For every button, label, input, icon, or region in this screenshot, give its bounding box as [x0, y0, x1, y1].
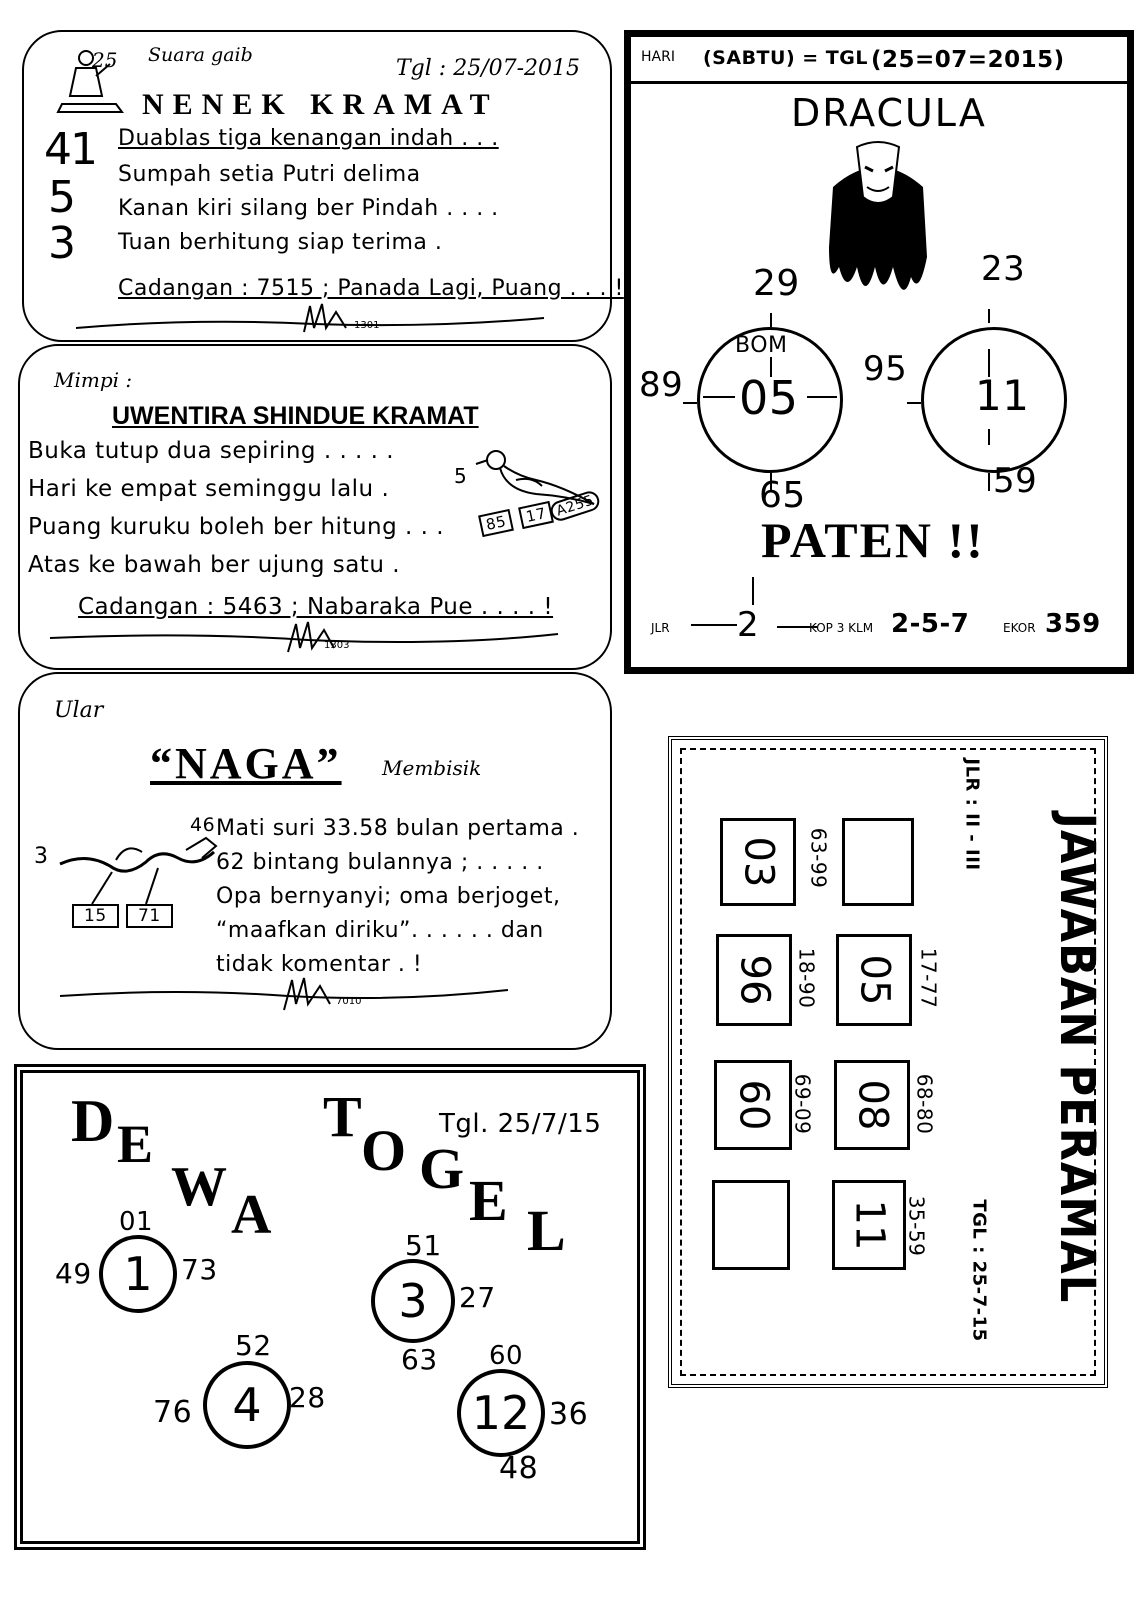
nenek-badge: 25: [92, 48, 118, 72]
nenek-line-3: Kanan kiri silang ber Pindah . . . .: [118, 196, 499, 221]
tgl-value: (25=07=2015): [871, 47, 1065, 73]
dewa-circle-3-top: 51: [405, 1229, 442, 1262]
dewa-circle-1-left: 49: [55, 1257, 92, 1290]
jlr-label: JLR: [651, 621, 670, 635]
nenek-line-1: Duablas tiga kenangan indah . . .: [118, 126, 499, 151]
togel-letter-o: O: [361, 1118, 407, 1183]
number-box-96: 96: [716, 934, 792, 1026]
togel-letter-g: G: [419, 1136, 465, 1201]
right-circle-center: 11: [975, 371, 1030, 420]
mimpi-line-3: Puang kuruku boleh ber hitung . . .: [28, 514, 445, 540]
ular-label: Ular: [54, 698, 104, 723]
box-label-68-80: 68-80: [912, 1073, 937, 1135]
nenek-signature-number: 1301: [354, 320, 380, 331]
nenek-cadangan: Cadangan : 7515 ; Panada Lagi, Puang . . . !: [118, 276, 624, 301]
dewa-circle-1-top: 01: [119, 1207, 154, 1237]
box-label-17-77: 17-77: [916, 947, 941, 1009]
mimpi-title: UWENTIRA SHINDUE KRAMAT: [112, 402, 479, 430]
dewa-circle-12: 12: [457, 1369, 545, 1457]
mimpi-cadangan: Cadangan : 5463 ; Nabaraka Pue . . . . !: [78, 594, 554, 620]
mimpi-signature: [48, 618, 568, 658]
dewa-letter-w: W: [171, 1156, 227, 1218]
dracula-title: DRACULA: [791, 91, 987, 135]
dewa-circle-4: 4: [203, 1361, 291, 1449]
dewa-circle-4-right: 28: [289, 1381, 326, 1414]
bird-number-box-3: A255: [548, 489, 602, 524]
left-circle-center: 05: [739, 371, 799, 425]
mimpi-line-4: Atas ke bawah ber ujung satu .: [28, 552, 401, 578]
jlr-value: 2: [737, 605, 760, 645]
bird-number-box-2: 17: [518, 501, 554, 529]
header-divider: [631, 81, 1127, 84]
dracula-panel: [624, 30, 1134, 674]
naga-signature: [58, 970, 518, 1020]
nenek-line-4: Tuan berhitung siap terima .: [118, 230, 443, 255]
dewa-letter-e: E: [117, 1114, 154, 1174]
nenek-side-number-3: 5: [48, 172, 77, 223]
dewa-circle-4-top: 52: [235, 1329, 272, 1362]
dewa-circle-12-bottom: 48: [499, 1451, 539, 1486]
nenek-title: NENEK KRAMAT: [142, 88, 499, 121]
bird-number-box-1: 85: [478, 509, 514, 537]
kop-value: 2-5-7: [891, 609, 970, 639]
mimpi-panel: [18, 344, 612, 670]
right-circle-left: 95: [863, 349, 908, 389]
naga-line-3: Opa bernyanyi; oma berjoget,: [216, 884, 561, 909]
nenek-side-number-4: 3: [48, 218, 77, 269]
nenek-line-2: Sumpah setia Putri delima: [118, 162, 421, 187]
naga-line-4: “maafkan diriku”. . . . . . dan: [216, 918, 544, 943]
mimpi-line-2: Hari ke empat seminggu lalu .: [28, 476, 390, 502]
ekor-value: 359: [1045, 609, 1101, 639]
mimpi-signature-number: 1303: [324, 640, 350, 651]
nenek-side-number-2: 1: [70, 124, 99, 175]
box-label-69-09: 69-09: [790, 1073, 815, 1135]
box-label-63-99: 63-99: [806, 827, 831, 889]
nenek-signature: [74, 298, 554, 338]
naga-line-1: Mati suri 33.58 bulan pertama .: [216, 816, 580, 841]
suara-label: Suara gaib: [148, 44, 253, 66]
dewa-circle-3-right: 27: [459, 1281, 496, 1314]
dewa-circle-1-right: 73: [181, 1253, 218, 1286]
bird-number-left: 5: [454, 464, 468, 488]
kop-label: KOP 3 KLM: [809, 621, 874, 635]
right-circle-bottom: 59: [993, 461, 1038, 501]
togel-letter-l: L: [527, 1198, 566, 1263]
naga-title: “NAGA”: [150, 739, 342, 788]
dragon-number-left: 3: [34, 844, 49, 869]
mimpi-line-1: Buka tutup dua sepiring . . . . .: [28, 438, 395, 464]
jawaban-panel: [668, 736, 1108, 1388]
dewa-circle-3-bottom: 63: [401, 1343, 438, 1376]
jawaban-jlr: JLR : II - III: [961, 758, 983, 871]
dewa-circle-1: 1: [99, 1235, 177, 1313]
box-label-35-59: 35-59: [904, 1195, 929, 1257]
dragon-number-box-1: 15: [72, 904, 119, 928]
dewa-circle-12-top: 60: [489, 1341, 524, 1371]
box-label-18-90: 18-90: [794, 947, 819, 1009]
naga-subtitle: Membisik: [382, 756, 482, 780]
dewa-date: Tgl. 25/7/15: [439, 1109, 602, 1139]
naga-line-5: tidak komentar . !: [216, 952, 423, 977]
dewa-letter-a: A: [231, 1184, 272, 1246]
dragon-number-box-2: 71: [126, 904, 173, 928]
paten-text: PATEN !!: [761, 512, 985, 568]
number-box-11: 11: [832, 1180, 906, 1270]
dewa-circle-4-left: 76: [153, 1395, 193, 1430]
naga-panel: [18, 672, 612, 1050]
nenek-date: Tgl : 25/07-2015: [396, 56, 581, 81]
dewa-circle-3: 3: [371, 1259, 455, 1343]
dewa-togel-panel: [14, 1064, 646, 1550]
left-circle-top: 29: [753, 263, 800, 304]
left-circle-left: 89: [639, 365, 684, 405]
togel-letter-t: T: [323, 1084, 362, 1149]
number-box-08: 08: [834, 1060, 910, 1150]
number-box-60: 60: [714, 1060, 792, 1150]
right-circle-top: 23: [981, 249, 1026, 289]
naga-signature-number: 7010: [336, 996, 362, 1007]
mimpi-label: Mimpi :: [54, 368, 133, 392]
dragon-number-top: 46: [190, 814, 216, 836]
dewa-letter-d: D: [71, 1088, 115, 1154]
bom-label: BOM: [735, 333, 788, 358]
empty-box-bottom-left: [712, 1180, 790, 1270]
nenek-kramat-panel: [22, 30, 624, 342]
jawaban-tgl: TGL : 25-7-15: [968, 1199, 990, 1342]
naga-line-2: 62 bintang bulannya ; . . . . .: [216, 850, 544, 875]
hari-label: HARI: [641, 49, 675, 65]
togel-letter-e: E: [469, 1168, 508, 1233]
number-box-03: 03: [720, 818, 796, 906]
dewa-circle-12-right: 36: [549, 1397, 589, 1432]
ekor-label: EKOR: [1003, 621, 1036, 635]
number-box-05: 05: [836, 934, 912, 1026]
hari-value: (SABTU) = TGL: [703, 47, 868, 69]
nenek-side-number-1: 4: [44, 124, 73, 175]
left-circle-bottom: 65: [759, 475, 806, 516]
jawaban-title: JAWABAN PERAMAL: [1049, 812, 1106, 1304]
